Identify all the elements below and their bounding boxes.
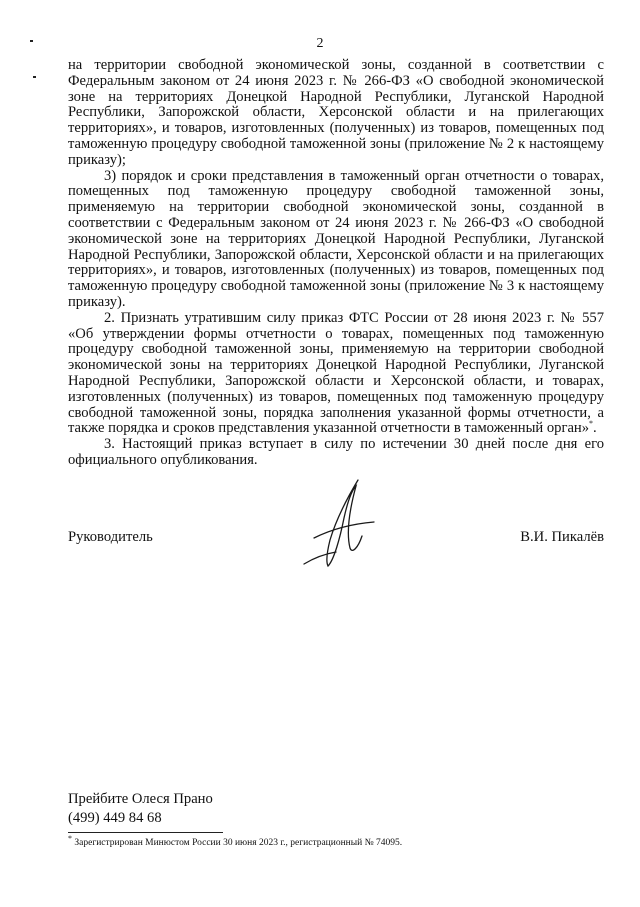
paragraph-item-3-effective: 3. Настоящий приказ вступает в силу по истечении 30 дней после дня его официального опубликования.: [68, 436, 604, 468]
page-number: 2: [316, 36, 324, 51]
paragraph-item-3-order: 3) порядок и сроки представления в таможенный орган отчетности о товарах, помещенных под таможенную процедуру свободной таможенной зоны, применяемую на территории свободной экономической зоны, созданной в соответствии с Федеральным законом от 24 июня 2023 г. № 266-ФЗ «О свободной экономической зоне на территориях Донецкой Народной Республики, Луганской Народной Республики, Запорожской области, Херсонской области и на прилегающих территориях», и товаров, изготовленных (полученных) из товаров, помещенных под таможенную процедуру свободной таможенной зоны (приложение № 3 к настоящему приказу).: [68, 167, 604, 310]
footnote-text: Зарегистрирован Минюстом России 30 июня 2023 г., регистрационный № 74095.: [74, 838, 403, 848]
signatory-title: Руководитель: [68, 529, 153, 545]
paragraph-continuation: на территории свободной экономической зоны, созданной в соответствии с Федеральным законом от 24 июня 2023 г. № 266-ФЗ «О свободной экономической зоне на территориях Донецкой Народной Республики, Луганской Народной Республики, Запорожской области, Херсонской области и на прилегающих территориях», и товаров, изготовленных (полученных) из товаров, помещенных под таможенную процедуру свободной таможенной зоны (приложение № 2 к настоящему приказу);: [68, 57, 604, 168]
contact-phone: (499) 449 84 68: [68, 810, 162, 826]
signatory-name: В.И. Пикалёв: [520, 529, 604, 545]
footnote-reference: *: [589, 419, 594, 429]
footnote-divider: [68, 832, 223, 833]
footnote: [68, 833, 403, 848]
paragraph-item-2-repeal: [68, 311, 604, 437]
footnote-mark: *: [68, 833, 72, 843]
repeal-text: 2. Признать утратившим силу приказ ФТС России от 28 июня 2023 г. № 557 «Об утверждении формы отчетности о товарах, помещенных под таможенную процедуру свободной таможенной зоны, применяемую на территории свободной экономической зоны на территориях Донецкой Народной Республики, Луганской Народной Республики, Запорожской области и Херсонской области, и товарах, изготовленных (полученных) из товаров, помещенных под таможенную процедуру свободной таможенной зоны, порядка заполнения указанной формы отчетности, а также порядка и сроков представления указанной отчетности в таможенный орган»: [68, 309, 604, 437]
margin-mark-top: [30, 40, 33, 42]
handwritten-signature: [300, 478, 380, 573]
repeal-text-end: .: [593, 420, 597, 437]
contact-name: Прейбите Олеся Прано: [68, 791, 213, 807]
margin-mark-left: [33, 76, 36, 78]
body-text: [68, 58, 604, 469]
contact-block: [68, 790, 213, 828]
